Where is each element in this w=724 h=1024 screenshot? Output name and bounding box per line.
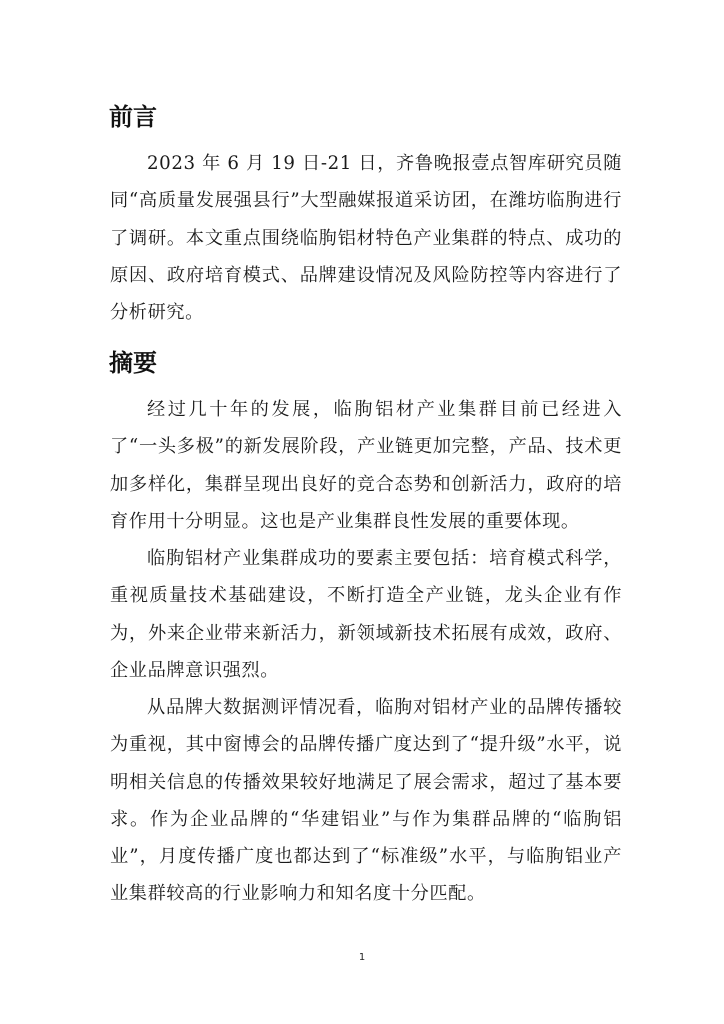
preface-heading: 前言 [109,103,157,131]
preface-paragraph: 2023 年 6 月 19 日-21 日，齐鲁晚报壹点智库研究员随同“高质量发展强县行”大型融媒报道采访团，在潍坊临朐进行了调研。本文重点围绕临朐铝材特色产业集群的特点、成功的原因、政府培育模式、品牌建设情况及风险防控等内容进行了分析研究。 [110,153,622,324]
abstract-heading: 摘要 [109,349,157,377]
abstract-paragraph-3: 从品牌大数据测评情况看，临朐对铝材产业的品牌传播较为重视，其中窗博会的品牌传播广度达到了“提升级”水平，说明相关信息的传播效果较好地满足了展会需求，超过了基本要求。作为企业品牌的“华建铝业”与作为集群品牌的“临朐铝业”，月度传播广度也都达到了“标准级”水平，与临朐铝业产业集群较高的行业影响力和知名度十分匹配。 [110,697,622,905]
abstract-paragraph-2: 临朐铝材产业集群成功的要素主要包括：培育模式科学，重视质量技术基础建设，不断打造全产业链，龙头企业有作为，外来企业带来新活力，新领域新技术拓展有成效，政府、企业品牌意识强烈。 [110,548,622,681]
page-number: 1 [358,952,366,963]
abstract-paragraph-1: 经过几十年的发展，临朐铝材产业集群目前已经进入了“一头多极”的新发展阶段，产业链更加完整，产品、技术更加多样化，集群呈现出良好的竞合态势和创新活力，政府的培育作用十分明显。这也是产业集群良性发展的重要体现。 [110,399,622,532]
